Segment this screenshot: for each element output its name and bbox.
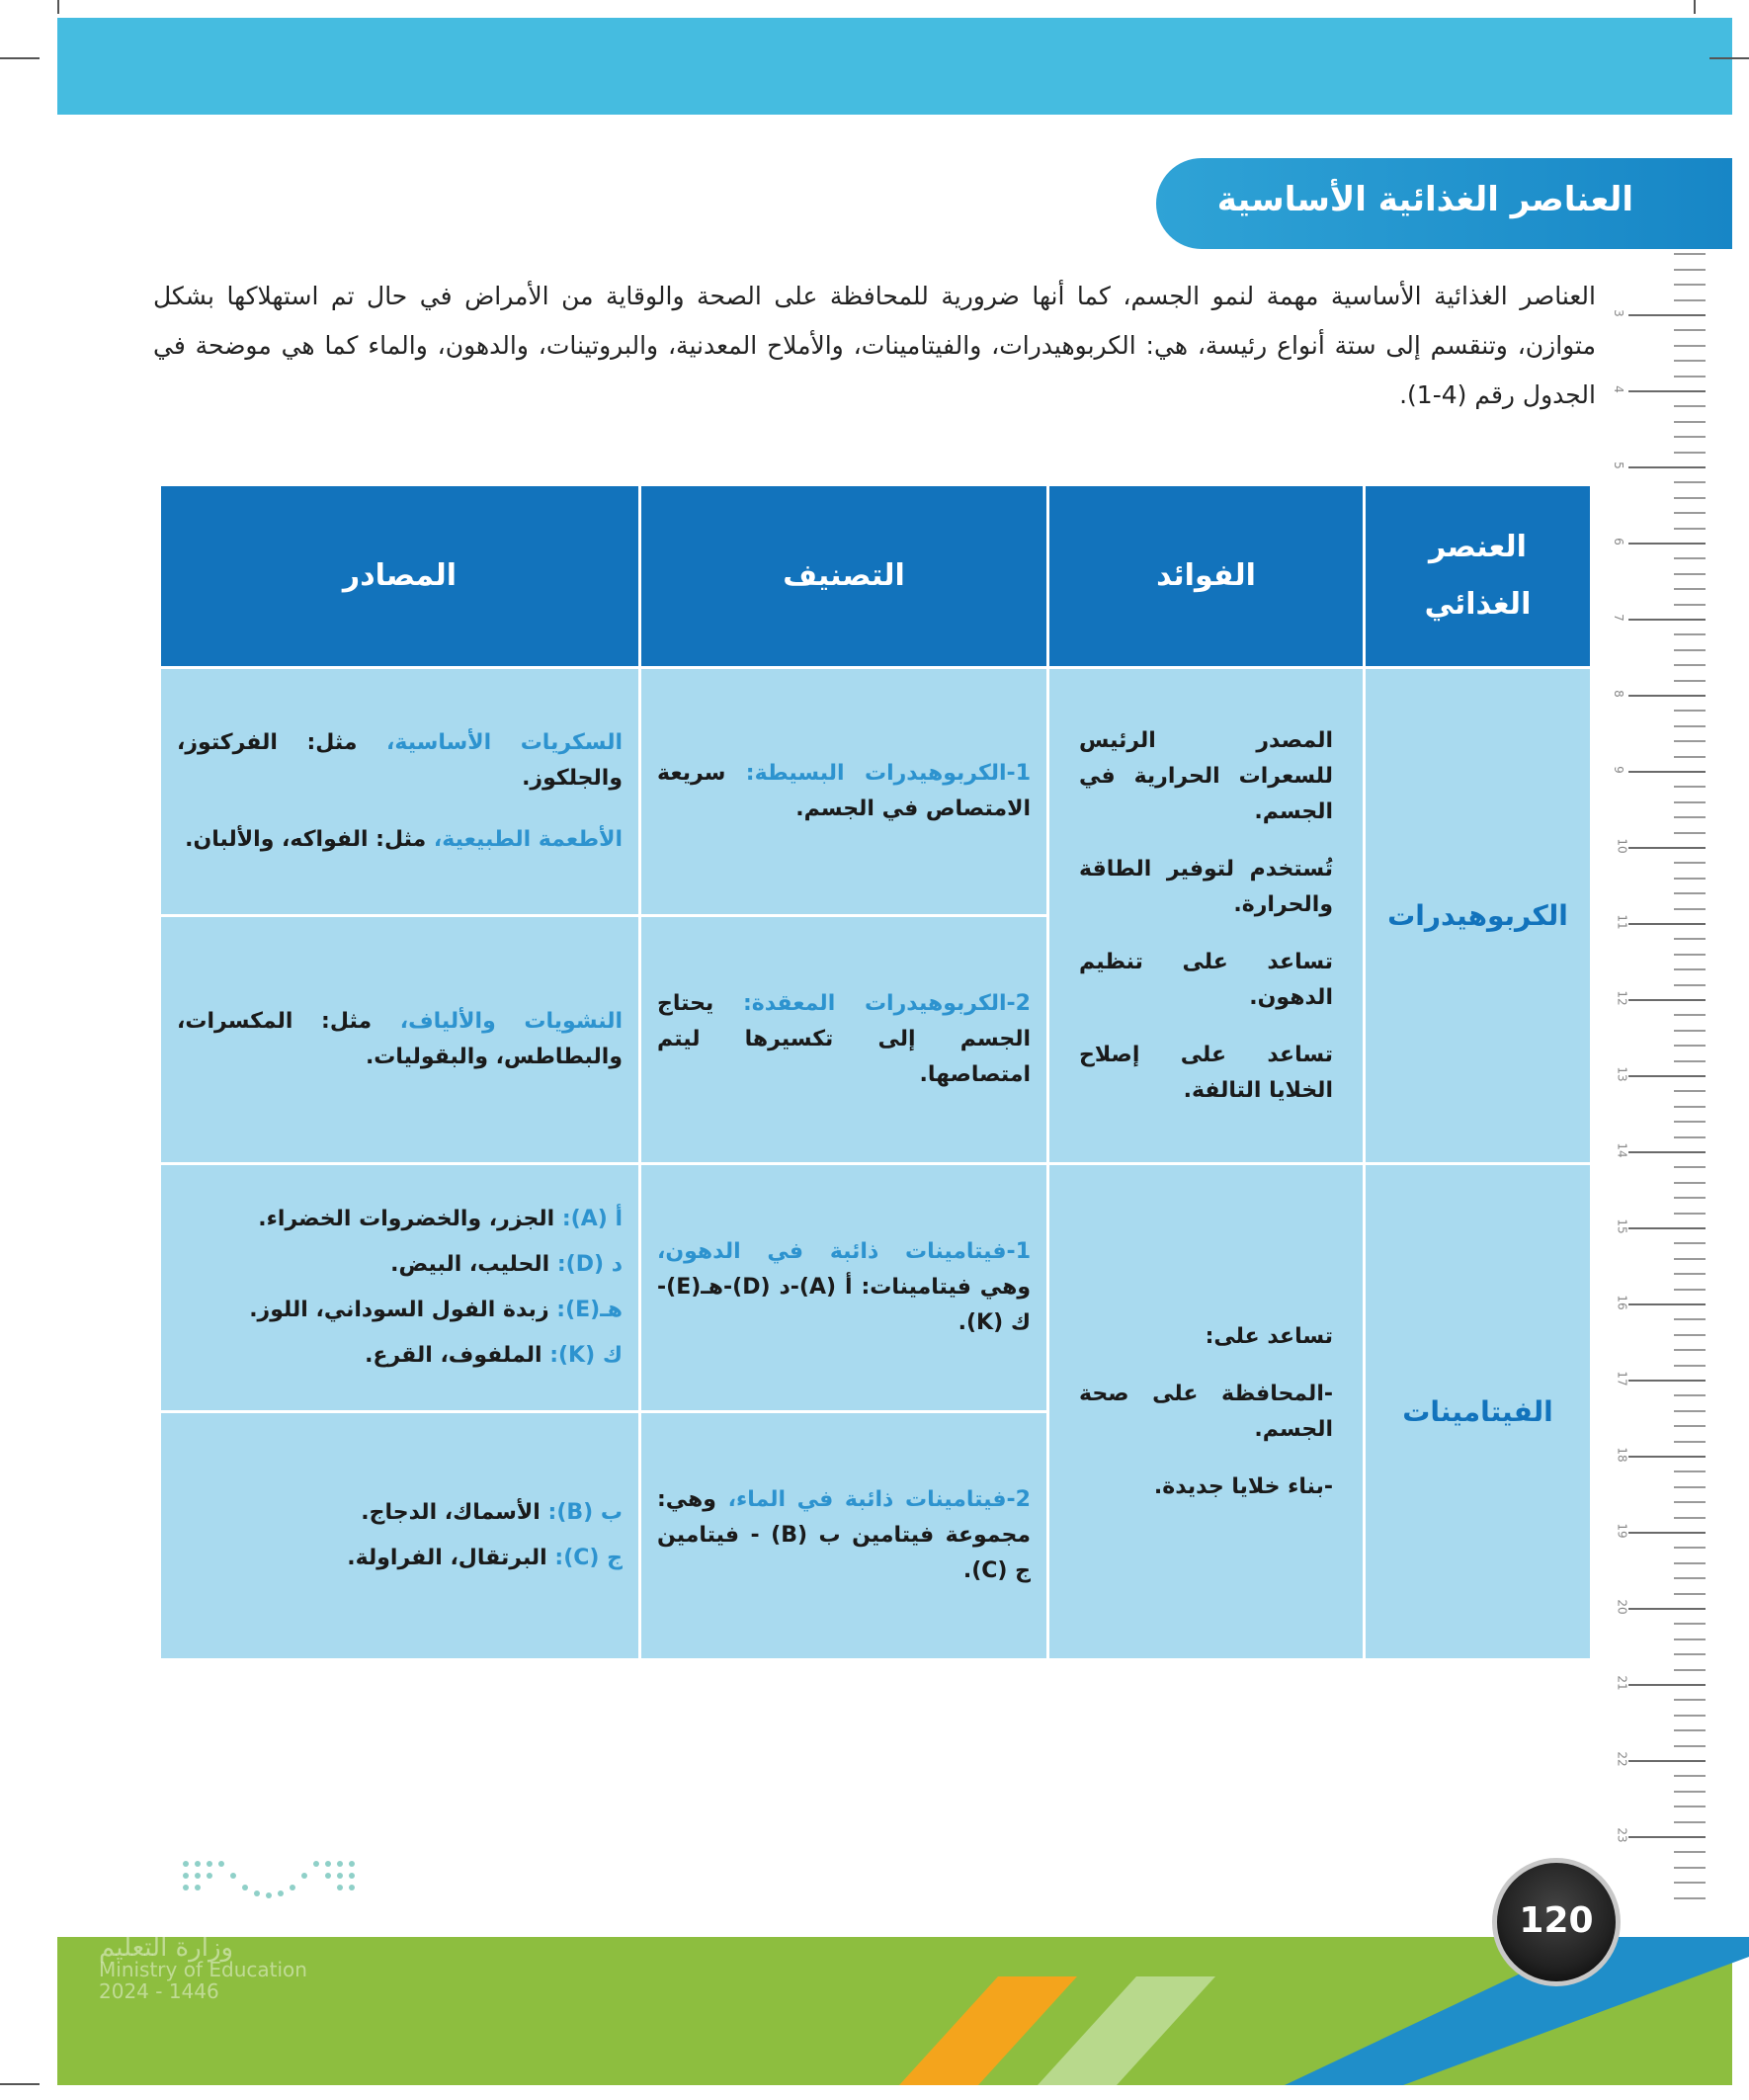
classification-water-soluble: [640, 1412, 1048, 1660]
vitamin-label: ب (B):: [547, 1500, 623, 1525]
ruler-minor-tick: [1674, 1410, 1706, 1412]
ruler-minor-tick: [1674, 680, 1706, 682]
ministry-name-en: Ministry of Education: [99, 1958, 307, 1981]
vitamin-label: د (D):: [556, 1252, 623, 1277]
ruler-number: 18: [1615, 1447, 1629, 1463]
ruler-minor-tick: [1674, 832, 1706, 834]
element-vitamins: الفيتامينات: [1365, 1164, 1592, 1660]
ruler-major-tick: [1628, 1608, 1706, 1610]
ruler-major-tick: [1628, 771, 1706, 773]
page-number: 120: [1519, 1900, 1594, 1941]
ruler-number: 19: [1615, 1523, 1629, 1539]
ruler-minor-tick: [1674, 1106, 1706, 1108]
ruler-minor-tick: [1674, 1669, 1706, 1671]
vitamin-source: الحليب، البيض.: [390, 1252, 550, 1277]
ruler-number: 11: [1615, 914, 1629, 930]
vitamin-source: الجزر، والخضروات الخضراء.: [258, 1207, 555, 1231]
source-text: مثل: المكسرات، والبطاطس، والبقوليات.: [177, 1009, 623, 1069]
benefits-carbs: [1048, 668, 1365, 1164]
crop-mark: [1709, 57, 1749, 59]
classification-text: يحتاج الجسم إلى تكسيرها ليتم امتصاصها.: [657, 991, 1031, 1087]
ruler-major-tick: [1628, 619, 1706, 621]
ruler-minor-tick: [1674, 862, 1706, 864]
crop-mark: [0, 57, 40, 59]
ruler-minor-tick: [1674, 1425, 1706, 1427]
benefit-item: -المحافظة على صحة الجسم.: [1079, 1381, 1333, 1442]
classification-title: 2-فيتامينات ذائبة في الماء،: [727, 1487, 1031, 1512]
ruler-minor-tick: [1674, 1121, 1706, 1123]
ministry-wordmark: [99, 1933, 307, 2003]
ruler-minor-tick: [1674, 1562, 1706, 1564]
crop-mark: [0, 2083, 40, 2085]
page-number-badge: [1492, 1858, 1621, 1986]
ruler-number: 17: [1615, 1371, 1629, 1386]
nutrients-table: [158, 483, 1593, 1661]
header-element: العنصر الغذائي: [1365, 485, 1592, 668]
ruler-minor-tick: [1674, 968, 1706, 970]
ruler-minor-tick: [1674, 710, 1706, 712]
ruler-major-tick: [1628, 1836, 1706, 1838]
vitamin-label: ج (C):: [554, 1546, 623, 1570]
ruler-minor-tick: [1674, 1791, 1706, 1793]
ruler-minor-tick: [1674, 1623, 1706, 1625]
ruler-minor-tick: [1674, 1213, 1706, 1215]
ruler-number: 14: [1615, 1142, 1629, 1158]
ruler-minor-tick: [1674, 725, 1706, 727]
vitamin-label: هـ(E):: [556, 1298, 623, 1322]
benefits-vitamins: [1048, 1164, 1365, 1660]
ruler-minor-tick: [1674, 299, 1706, 301]
ruler-minor-tick: [1674, 1242, 1706, 1244]
element-carbs: الكربوهيدرات: [1365, 668, 1592, 1164]
ministry-year: 2024 - 1446: [99, 1979, 219, 2003]
header-benefits: الفوائد: [1048, 485, 1365, 668]
ruler-minor-tick: [1674, 1349, 1706, 1351]
ruler-minor-tick: [1674, 284, 1706, 286]
vitamin-source: الأسماك، الدجاج.: [361, 1500, 541, 1525]
ruler-number: 22: [1615, 1751, 1629, 1767]
sources-simple-carbs: [160, 668, 640, 916]
ruler-minor-tick: [1674, 1060, 1706, 1062]
vitamin-source: البرتقال، الفراولة.: [347, 1546, 547, 1570]
ruler-number: 12: [1615, 990, 1629, 1006]
ruler-minor-tick: [1674, 269, 1706, 271]
intro-paragraph: العناصر الغذائية الأساسية مهمة لنمو الجسم، كما أنها ضرورية للمحافظة على الصحة والوقاية من الأمراض في حال تم استهلاكها بشكل متوازن، وتنقسم إلى ستة أنواع رئيسة، هي: الكربوهيدرات، والفيتامينات، والأملاح المعدنية، والبروتينات، والدهون، والماء كما هي موضحة في الجدول رقم (4-1).: [153, 282, 1596, 409]
ruler-minor-tick: [1674, 1289, 1706, 1291]
ruler-minor-tick: [1674, 1090, 1706, 1092]
header-sources: المصادر: [160, 485, 640, 668]
ruler-major-tick: [1628, 847, 1706, 849]
ruler-minor-tick: [1674, 405, 1706, 407]
ruler-minor-tick: [1674, 878, 1706, 880]
ruler-minor-tick: [1674, 1699, 1706, 1701]
ruler-major-tick: [1628, 1684, 1706, 1686]
sources-water-soluble: [160, 1412, 640, 1660]
table-header-row: [160, 485, 1592, 668]
table-row: [160, 668, 1592, 916]
ruler-major-tick: [1628, 923, 1706, 925]
sources-complex-carbs: [160, 916, 640, 1164]
ruler-minor-tick: [1674, 1197, 1706, 1199]
source-title: النشويات والألياف،: [399, 1009, 623, 1034]
ruler-minor-tick: [1674, 1745, 1706, 1747]
ruler-minor-tick: [1674, 984, 1706, 986]
ruler-minor-tick: [1674, 360, 1706, 362]
ruler-minor-tick: [1674, 512, 1706, 514]
ruler-minor-tick: [1674, 1166, 1706, 1168]
ruler-minor-tick: [1674, 452, 1706, 454]
ruler-minor-tick: [1674, 664, 1706, 666]
ruler-number: 15: [1615, 1218, 1629, 1234]
ruler-number: 20: [1615, 1599, 1629, 1615]
ruler-minor-tick: [1674, 1334, 1706, 1336]
ruler-minor-tick: [1674, 1441, 1706, 1443]
classification-text: وهي فيتامينات: أ (A)-د (D)-هـ(E)-ك (K).: [657, 1275, 1031, 1335]
ruler-minor-tick: [1674, 1014, 1706, 1016]
benefit-item: تُستخدم لتوفير الطاقة والحرارة.: [1079, 856, 1333, 917]
vitamin-label: أ (A):: [561, 1207, 623, 1231]
ruler-minor-tick: [1674, 1258, 1706, 1260]
ruler-number: 5: [1611, 462, 1625, 469]
ruler-minor-tick: [1674, 892, 1706, 894]
ruler-minor-tick: [1674, 1045, 1706, 1047]
ruler-minor-tick: [1674, 938, 1706, 940]
ministry-logo: [178, 1856, 356, 1905]
ruler-minor-tick: [1674, 1821, 1706, 1823]
ruler-number: 6: [1611, 538, 1625, 546]
ruler-minor-tick: [1674, 816, 1706, 818]
ruler-major-tick: [1628, 1151, 1706, 1153]
ruler-minor-tick: [1674, 588, 1706, 590]
ruler-number: 21: [1615, 1675, 1629, 1691]
ruler-minor-tick: [1674, 1775, 1706, 1777]
ruler-minor-tick: [1674, 345, 1706, 347]
ruler-major-tick: [1628, 1303, 1706, 1305]
table-row: [160, 1164, 1592, 1412]
ruler-minor-tick: [1674, 1136, 1706, 1138]
ruler-number: 13: [1615, 1066, 1629, 1082]
vitamin-label: ك (K):: [549, 1343, 623, 1368]
ruler-major-tick: [1628, 543, 1706, 545]
crop-mark: [57, 0, 59, 14]
sources-fat-soluble: [160, 1164, 640, 1412]
ruler-minor-tick: [1674, 1653, 1706, 1655]
ruler-minor-tick: [1674, 557, 1706, 559]
ruler-minor-tick: [1674, 1517, 1706, 1519]
classification-simple-carbs: [640, 668, 1048, 916]
benefit-item: تساعد على إصلاح الخلايا التالفة.: [1079, 1042, 1333, 1103]
ruler-major-tick: [1628, 1456, 1706, 1458]
ruler-minor-tick: [1674, 1882, 1706, 1884]
classification-title: 1-فيتامينات ذائبة في الدهون،: [657, 1239, 1031, 1264]
ruler-major-tick: [1628, 466, 1706, 468]
ruler-minor-tick: [1674, 649, 1706, 651]
ruler-minor-tick: [1674, 1547, 1706, 1549]
ruler-number: 3: [1611, 309, 1625, 317]
ruler-minor-tick: [1674, 421, 1706, 423]
ruler-minor-tick: [1674, 604, 1706, 606]
ruler-minor-tick: [1674, 1182, 1706, 1184]
ruler-major-tick: [1628, 390, 1706, 392]
ruler-major-tick: [1628, 314, 1706, 316]
ruler-minor-tick: [1674, 1318, 1706, 1320]
section-title-banner: [1156, 158, 1732, 249]
ruler-major-tick: [1628, 1075, 1706, 1077]
ruler-minor-tick: [1674, 1365, 1706, 1367]
ruler-minor-tick: [1674, 481, 1706, 483]
benefit-item: -بناء خلايا جديدة.: [1153, 1473, 1333, 1499]
ruler-minor-tick: [1674, 1273, 1706, 1275]
ruler-minor-tick: [1674, 376, 1706, 378]
ruler-number: 7: [1611, 614, 1625, 622]
ruler-number: 16: [1615, 1295, 1629, 1310]
ruler-minor-tick: [1674, 1897, 1706, 1899]
source-title: السكريات الأساسية،: [386, 730, 623, 755]
ruler-major-tick: [1628, 1380, 1706, 1382]
classification-complex-carbs: [640, 916, 1048, 1164]
ruler-minor-tick: [1674, 756, 1706, 758]
ruler-minor-tick: [1674, 329, 1706, 331]
ruler-major-tick: [1628, 1227, 1706, 1229]
ruler-minor-tick: [1674, 908, 1706, 910]
ruler-minor-tick: [1674, 528, 1706, 530]
ruler-minor-tick: [1674, 801, 1706, 803]
ruler-number: 9: [1611, 766, 1625, 774]
ruler-minor-tick: [1674, 786, 1706, 788]
ruler-major-tick: [1628, 1532, 1706, 1534]
benefit-item: المصدر الرئيس للسعرات الحرارية في الجسم.: [1079, 727, 1333, 824]
classification-fat-soluble: [640, 1164, 1048, 1412]
page-ruler: [1587, 0, 1706, 2100]
vitamin-source: الملفوف، القرع.: [365, 1343, 542, 1368]
benefit-item: تساعد على تنظيم الدهون.: [1079, 949, 1333, 1010]
ruler-minor-tick: [1674, 1593, 1706, 1595]
ruler-minor-tick: [1674, 1501, 1706, 1503]
ruler-minor-tick: [1674, 1715, 1706, 1717]
source-text: مثل: الفواكه، والألبان.: [185, 827, 427, 852]
classification-text: سريعة الامتصاص في الجسم.: [657, 761, 1031, 821]
ruler-minor-tick: [1674, 1638, 1706, 1640]
ruler-major-tick: [1628, 1760, 1706, 1762]
benefit-intro: تساعد على:: [1205, 1323, 1333, 1349]
ruler-number: 8: [1611, 690, 1625, 698]
ruler-number: 4: [1611, 385, 1625, 393]
ruler-minor-tick: [1674, 1851, 1706, 1853]
header-classification: التصنيف: [640, 485, 1048, 668]
ruler-minor-tick: [1674, 436, 1706, 438]
ruler-minor-tick: [1674, 1867, 1706, 1869]
ruler-minor-tick: [1674, 1030, 1706, 1032]
ruler-minor-tick: [1674, 740, 1706, 742]
ruler-minor-tick: [1674, 1577, 1706, 1579]
section-title: العناصر الغذائية الأساسية: [1216, 180, 1633, 219]
ruler-minor-tick: [1674, 1394, 1706, 1396]
source-title: الأطعمة الطبيعية،: [433, 827, 623, 852]
classification-text: وهي: مجموعة فيتامين ب (B) - فيتامين ج (C).: [657, 1487, 1031, 1583]
ruler-number: 23: [1615, 1827, 1629, 1843]
ruler-minor-tick: [1674, 1470, 1706, 1472]
top-color-band: [57, 18, 1732, 115]
ruler-number: 10: [1615, 838, 1629, 854]
ruler-major-tick: [1628, 999, 1706, 1001]
ruler-major-tick: [1628, 695, 1706, 697]
source-text: مثل: الفركتوز، والجلكوز.: [177, 730, 623, 791]
ruler-minor-tick: [1674, 954, 1706, 956]
ministry-name-ar: وزارة التعليم: [99, 1933, 234, 1963]
classification-title: 1-الكربوهيدرات البسيطة:: [745, 761, 1031, 786]
ruler-minor-tick: [1674, 633, 1706, 635]
ruler-minor-tick: [1674, 1806, 1706, 1807]
classification-title: 2-الكربوهيدرات المعقدة:: [742, 991, 1031, 1016]
ruler-minor-tick: [1674, 253, 1706, 255]
ruler-minor-tick: [1674, 573, 1706, 575]
ruler-minor-tick: [1674, 497, 1706, 499]
ruler-minor-tick: [1674, 1729, 1706, 1731]
ruler-minor-tick: [1674, 1486, 1706, 1488]
vitamin-source: زبدة الفول السوداني، اللوز.: [249, 1298, 549, 1322]
